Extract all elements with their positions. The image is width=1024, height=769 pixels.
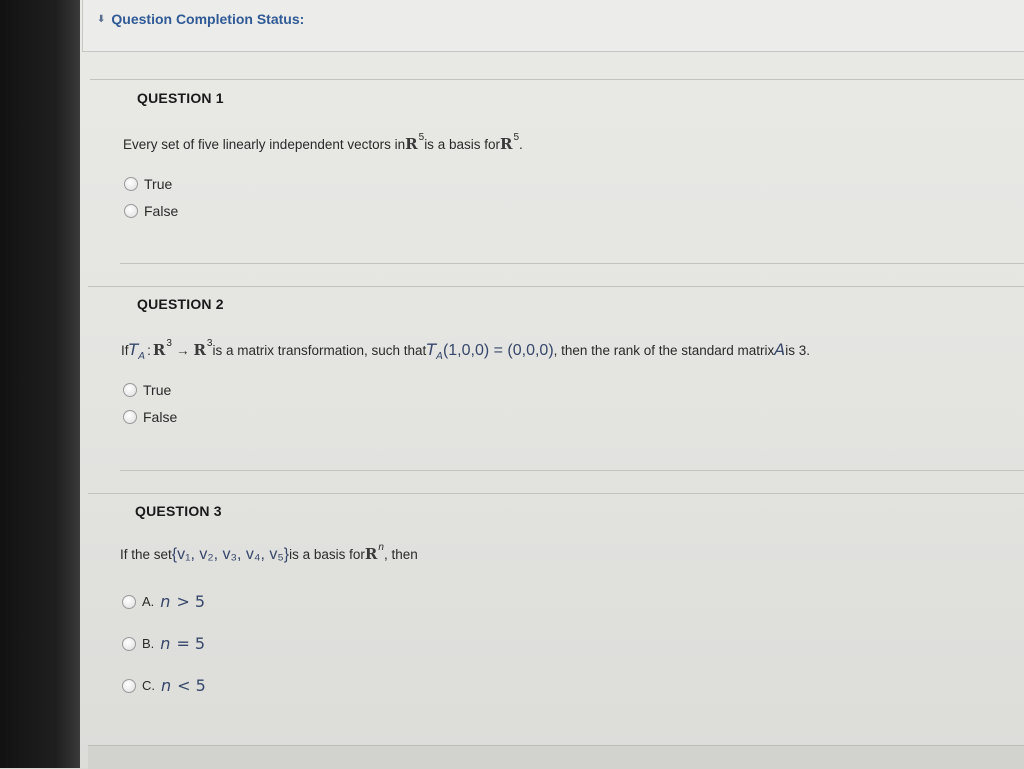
q1-r-symbol-2: R (499, 135, 513, 153)
q2-T: T (128, 340, 139, 359)
q1-option-true[interactable] (124, 176, 172, 192)
divider (88, 493, 1024, 494)
q2-text-tail: is 3. (785, 343, 810, 358)
question-2-heading: QUESTION 2 (137, 296, 224, 312)
q2-exp-2: 3 (206, 338, 213, 349)
question-1-text (123, 132, 523, 153)
question-2-text (121, 340, 810, 360)
q2-if: If (121, 343, 129, 358)
q1-exp-2: 5 (513, 132, 519, 143)
q2-args: (1,0,0) = (0,0,0) (442, 342, 554, 359)
option-var: n (160, 592, 171, 611)
q1-exp: 5 (418, 132, 425, 143)
option-relation: > 5 (176, 592, 206, 611)
divider (120, 470, 1024, 471)
radio-button[interactable] (124, 177, 138, 191)
q2-r-symbol: R (152, 341, 166, 359)
q1-end: . (519, 137, 523, 152)
option-label: True (143, 382, 172, 398)
status-toggle[interactable] (97, 11, 304, 27)
q3-r-symbol: R (364, 545, 378, 563)
radio-button[interactable] (122, 595, 136, 609)
q2-r-symbol-2: R (193, 341, 206, 359)
option-letter: A. (142, 594, 155, 609)
option-letter: B. (142, 636, 155, 651)
divider (88, 286, 1024, 287)
q2-T-2: T (426, 340, 437, 359)
q2-A-sub: A (138, 351, 146, 362)
question-3-heading: QUESTION 3 (135, 503, 222, 519)
q1-option-false[interactable] (124, 203, 178, 219)
q3-text-b: is a basis for (289, 547, 365, 562)
q1-r-symbol: R (405, 135, 418, 153)
question-1-heading: QUESTION 1 (137, 90, 224, 106)
q2-A-name: A (774, 340, 786, 359)
monitor-bezel (0, 0, 80, 768)
divider (120, 263, 1024, 264)
question-3-text (120, 542, 418, 564)
radio-button[interactable] (123, 383, 137, 397)
page-area (80, 0, 1024, 768)
q2-colon: : (147, 343, 151, 358)
chevron-down-icon: ⬇ (97, 13, 106, 25)
q3-text-c: , then (383, 547, 418, 562)
q2-option-false[interactable] (123, 409, 177, 425)
q1-text-b: is a basis for (424, 137, 500, 152)
q3-exp: n (378, 542, 384, 553)
option-label: True (144, 176, 173, 192)
q3-set: {v₁, v₂, v₃, v₄, v₅} (171, 546, 290, 563)
q3-option-b[interactable] (122, 634, 205, 653)
q3-option-c[interactable] (122, 676, 206, 695)
option-label: False (144, 203, 179, 219)
q2-text-mid: is a matrix transformation, such that (212, 343, 427, 358)
q2-exp: 3 (166, 338, 172, 349)
option-relation: < 5 (177, 676, 206, 695)
q2-option-true[interactable] (123, 382, 171, 398)
q2-text-end: , then the rank of the standard matrix (553, 343, 775, 358)
q3-option-a[interactable] (122, 592, 205, 611)
option-var: n (161, 676, 172, 695)
q3-text-a: If the set (120, 547, 172, 562)
next-question-panel (88, 745, 1024, 769)
option-relation: = 5 (176, 634, 206, 653)
option-label: False (143, 409, 178, 425)
radio-button[interactable] (124, 204, 138, 218)
question-completion-status (82, 0, 1024, 52)
radio-button[interactable] (122, 637, 136, 651)
divider (90, 79, 1024, 80)
radio-button[interactable] (123, 410, 137, 424)
option-letter: C. (142, 678, 155, 693)
option-var: n (160, 634, 171, 653)
q2-A-sub-2: A (436, 351, 443, 362)
radio-button[interactable] (122, 679, 136, 693)
status-title-label: Question Completion Status: (111, 11, 305, 27)
q1-text-a: Every set of five linearly independent vectors in (123, 137, 406, 152)
q2-arrow: → (175, 343, 190, 358)
